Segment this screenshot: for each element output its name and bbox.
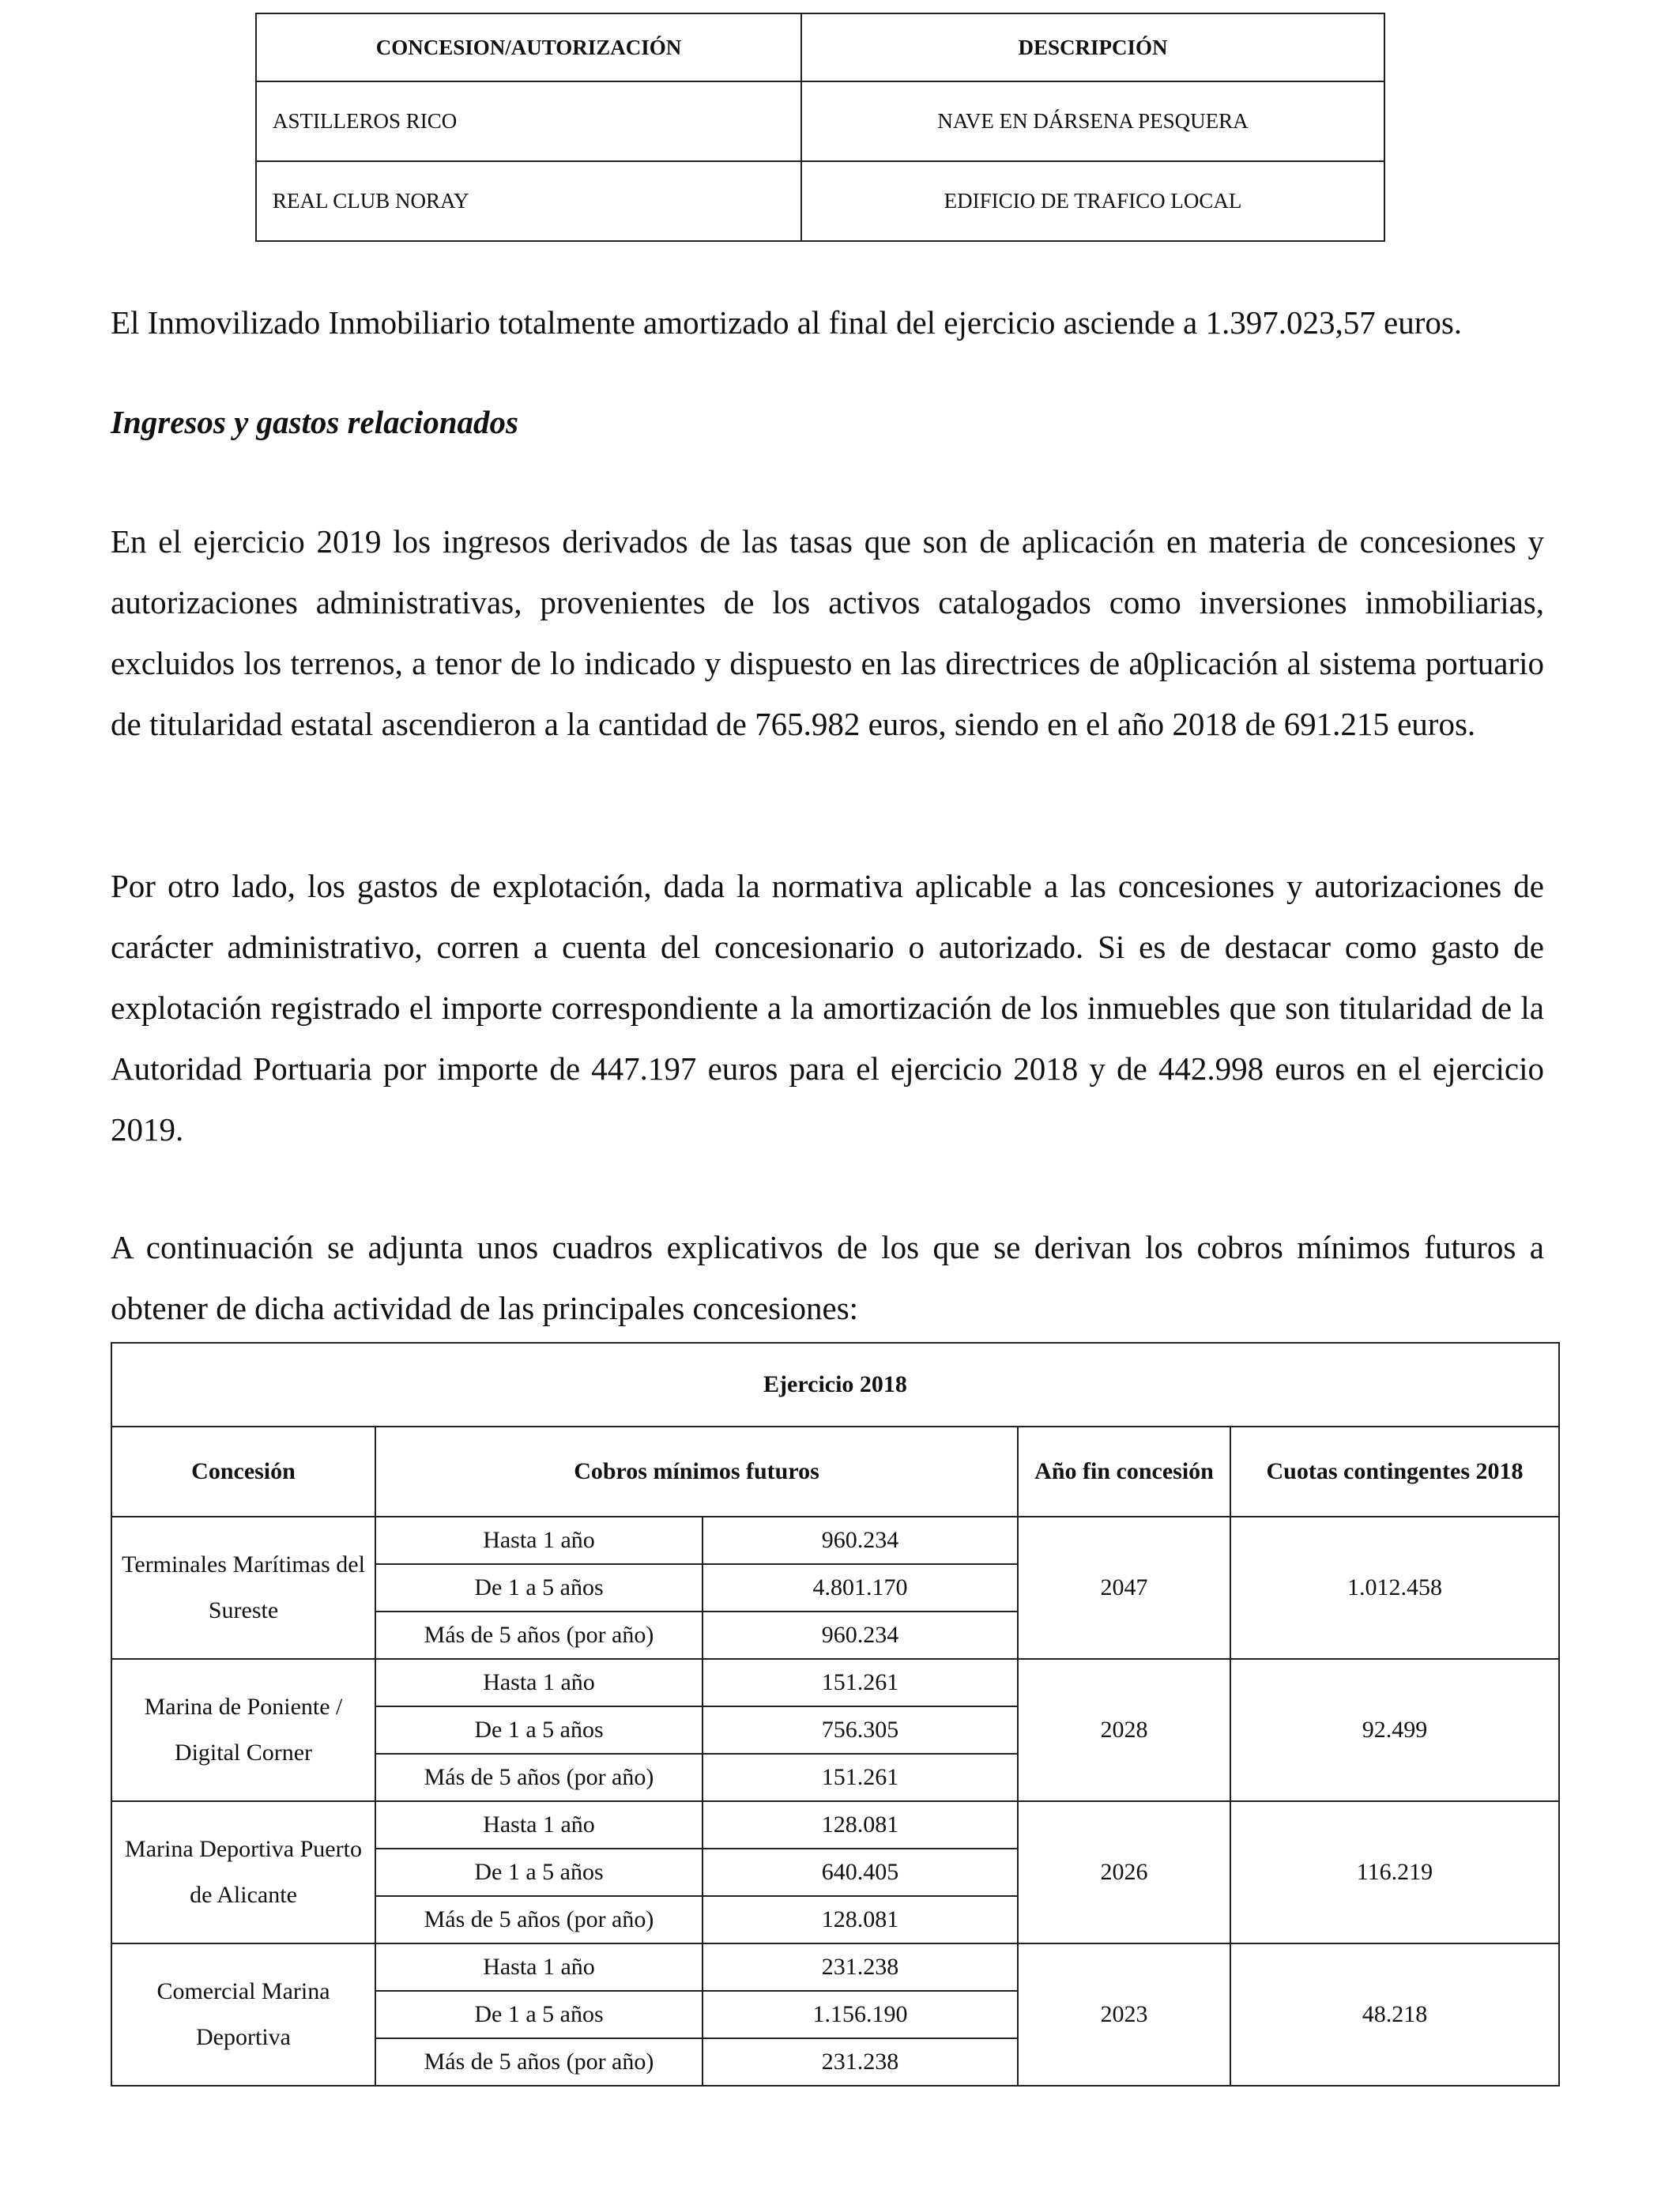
table-row — [256, 81, 1384, 161]
value-cell: 128.081 — [703, 1896, 1018, 1943]
concession-name-cell: ASTILLEROS RICO — [256, 81, 801, 161]
paragraph-inmovilizado: El Inmovilizado Inmobiliario totalmente amortizado al final del ejercicio asciende a 1.397.023,57 euros. — [111, 304, 1463, 341]
table-row — [256, 161, 1384, 241]
period-cell: Más de 5 años (por año) — [375, 1896, 703, 1943]
value-cell: 151.261 — [703, 1754, 1018, 1801]
value-cell: 640.405 — [703, 1849, 1018, 1896]
period-cell: De 1 a 5 años — [375, 1849, 703, 1896]
paragraph-ingresos: En el ejercicio 2019 los ingresos derivados de las tasas que son de aplicación en materia de concesiones y autorizaciones administrativas, provenientes de los activos catalogados como inversiones inmobiliarias, excluidos los terrenos, a tenor de lo indicado y dispuesto en las directrices de a0plicación al sistema portuario de titularidad estatal ascendieron a la cantidad de 765.982 euros, siendo en el año 2018 de 691.215 euros. — [111, 523, 1544, 742]
concession-name-cell: Terminales Marítimas del Sureste — [111, 1517, 375, 1659]
column-header-cobros: Cobros mínimos futuros — [375, 1427, 1018, 1517]
authorization-table — [255, 13, 1385, 242]
concession-name-cell: Comercial Marina Deportiva — [111, 1943, 375, 2086]
column-header-descripcion: DESCRIPCIÓN — [801, 13, 1384, 81]
concession-name-cell: REAL CLUB NORAY — [256, 161, 801, 241]
table-row — [111, 1801, 1559, 1849]
year-end-cell: 2047 — [1018, 1517, 1230, 1659]
value-cell: 960.234 — [703, 1517, 1018, 1564]
description-cell: NAVE EN DÁRSENA PESQUERA — [801, 81, 1384, 161]
value-cell: 1.156.190 — [703, 1991, 1018, 2038]
cuotas-cell: 48.218 — [1230, 1943, 1559, 2086]
paragraph-continuacion: A continuación se adjunta unos cuadros explicativos de los que se derivan los cobros mínimos futuros a obtener de dicha actividad de las principales concesiones: — [111, 1229, 1544, 1326]
column-header-cuotas: Cuotas contingentes 2018 — [1230, 1427, 1559, 1517]
period-cell: De 1 a 5 años — [375, 1564, 703, 1612]
column-header-anio-fin: Año fin concesión — [1018, 1427, 1230, 1517]
year-end-cell: 2026 — [1018, 1801, 1230, 1943]
period-cell: Más de 5 años (por año) — [375, 2038, 703, 2086]
cuotas-cell: 116.219 — [1230, 1801, 1559, 1943]
table-row — [111, 1517, 1559, 1564]
value-cell: 128.081 — [703, 1801, 1018, 1849]
value-cell: 4.801.170 — [703, 1564, 1018, 1612]
period-cell: Hasta 1 año — [375, 1801, 703, 1849]
value-cell: 231.238 — [703, 2038, 1018, 2086]
year-end-cell: 2023 — [1018, 1943, 1230, 2086]
cuotas-cell: 1.012.458 — [1230, 1517, 1559, 1659]
value-cell: 231.238 — [703, 1943, 1018, 1991]
year-end-cell: 2028 — [1018, 1659, 1230, 1801]
value-cell: 756.305 — [703, 1706, 1018, 1754]
period-cell: De 1 a 5 años — [375, 1706, 703, 1754]
period-cell: Hasta 1 año — [375, 1517, 703, 1564]
section-heading: Ingresos y gastos relacionados — [111, 404, 518, 440]
concession-name-cell: Marina Deportiva Puerto de Alicante — [111, 1801, 375, 1943]
column-header-concesion: CONCESION/AUTORIZACIÓN — [256, 13, 801, 81]
table-caption: Ejercicio 2018 — [111, 1343, 1559, 1427]
period-cell: Hasta 1 año — [375, 1659, 703, 1706]
cuotas-cell: 92.499 — [1230, 1659, 1559, 1801]
concessions-table — [111, 1342, 1560, 2087]
table-row — [111, 1943, 1559, 1991]
period-cell: Más de 5 años (por año) — [375, 1612, 703, 1659]
period-cell: De 1 a 5 años — [375, 1991, 703, 2038]
period-cell: Más de 5 años (por año) — [375, 1754, 703, 1801]
table-row — [111, 1659, 1559, 1706]
paragraph-gastos: Por otro lado, los gastos de explotación, dada la normativa aplicable a las concesiones y autorizaciones de carácter administrativo, corren a cuenta del concesionario o autorizado. Si es de destacar como gasto de explotación registrado el importe correspondiente a la amortización de los inmuebles que son titularidad de la Autoridad Portuaria por importe de 447.197 euros para el ejercicio 2018 y de 442.998 euros en el ejercicio 2019. — [111, 868, 1544, 1148]
period-cell: Hasta 1 año — [375, 1943, 703, 1991]
table-caption-row — [111, 1343, 1559, 1427]
description-cell: EDIFICIO DE TRAFICO LOCAL — [801, 161, 1384, 241]
table-header-row — [111, 1427, 1559, 1517]
value-cell: 151.261 — [703, 1659, 1018, 1706]
value-cell: 960.234 — [703, 1612, 1018, 1659]
table-header-row — [256, 13, 1384, 81]
concession-name-cell: Marina de Poniente / Digital Corner — [111, 1659, 375, 1801]
column-header-concesion: Concesión — [111, 1427, 375, 1517]
